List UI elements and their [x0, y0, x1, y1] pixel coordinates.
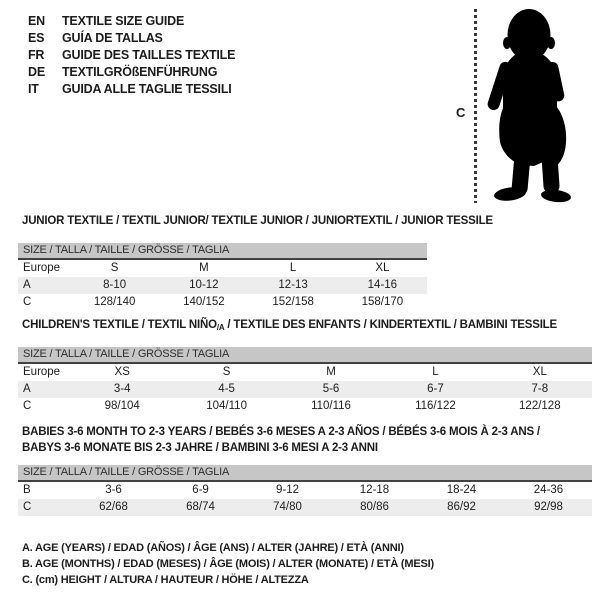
row-label: C [23, 400, 32, 412]
language-label: GUIDA ALLE TAGLIE TESSILI [62, 82, 232, 96]
age-cell: 3-4 [113, 383, 131, 395]
age-cell: 5-6 [322, 383, 340, 395]
size-cell: XS [114, 366, 130, 378]
height-cell: 104/110 [206, 400, 247, 412]
language-code: IT [28, 82, 39, 96]
height-cell: 80/86 [360, 501, 389, 513]
size-header-row: SIZE / TALLA / TAILLE / GRÖSSE / TAGLIA [18, 465, 592, 482]
table-row-height [18, 499, 592, 516]
language-title-block [28, 13, 235, 98]
height-cell: 128/140 [93, 296, 136, 308]
height-cell: 62/68 [99, 501, 128, 513]
legend-footnotes [22, 540, 434, 588]
footnote-height: C. (cm) HEIGHT / ALTURA / HAUTEUR / HÖHE / ALTEZZA [22, 574, 309, 586]
row-label: B [23, 484, 31, 496]
language-code: ES [28, 31, 45, 45]
footnote-age-years: A. AGE (YEARS) / EDAD (AÑOS) / ÂGE (ANS) / ALTER (JAHRE) / ETÀ (ANNI) [22, 542, 404, 554]
language-code: DE [28, 65, 45, 79]
language-code: FR [28, 48, 45, 62]
babies-title-line2: BABYS 3-6 MONATE BIS 2-3 JAHRE / BAMBINI 3-6 MESI A 2-3 ANNI [22, 442, 378, 454]
age-cell: 12-13 [278, 279, 308, 291]
language-row [28, 13, 235, 30]
age-cell: 6-7 [427, 383, 444, 395]
toddler-silhouette [486, 6, 592, 204]
size-cell: XL [375, 262, 390, 274]
size-cell: L [289, 262, 297, 274]
height-cell: 152/158 [272, 296, 314, 308]
size-header-row: SIZE / TALLA / TAILLE / GRÖSSE / TAGLIA [18, 347, 592, 364]
height-cell: 140/152 [183, 296, 225, 308]
footnote-age-months: B. AGE (MONTHS) / EDAD (MESES) / ÂGE (MOIS) / ALTER (MONATE) / ETÀ (MESI) [22, 558, 434, 570]
age-cell: 7-8 [531, 383, 549, 395]
height-cell: 122/128 [519, 400, 561, 412]
age-cell: 8-10 [103, 279, 127, 291]
height-cell: 74/80 [273, 501, 302, 513]
size-header-row: SIZE / TALLA / TAILLE / GRÖSSE / TAGLIA [18, 243, 427, 260]
size-cell: S [110, 262, 119, 274]
table-row-height [18, 294, 427, 311]
age-cell: 10-12 [189, 279, 219, 291]
row-label: Europe [23, 262, 61, 274]
language-label: GUÍA DE TALLAS [62, 31, 163, 45]
table-row-age [18, 277, 427, 294]
size-cell: L [432, 366, 439, 378]
age-cell: 14-16 [367, 279, 398, 291]
children-title-subscript: /A [216, 323, 225, 332]
junior-size-table [18, 243, 427, 311]
children-size-table [18, 347, 592, 415]
height-cell: 98/104 [104, 400, 140, 412]
language-label: TEXTILGRÖßENFÜHRUNG [62, 65, 218, 79]
babies-title-line1: BABIES 3-6 MONTH TO 2-3 YEARS / BEBÉS 3-6 MESES A 2-3 AÑOS / BÉBÉS 3-6 MOIS À 2-3 ANS / [22, 426, 540, 438]
children-table-title [22, 319, 557, 332]
language-row [28, 30, 235, 47]
table-row-europe [18, 364, 592, 381]
months-cell: 9-12 [275, 484, 300, 496]
language-row [28, 47, 235, 64]
table-row-europe [18, 260, 427, 277]
months-cell: 18-24 [446, 484, 477, 496]
height-cell: 86/92 [447, 501, 476, 513]
size-cell: M [326, 366, 336, 378]
children-title-part1: CHILDREN'S TEXTILE / TEXTIL NIÑO [22, 319, 217, 331]
language-code: EN [28, 14, 45, 28]
height-cell: 68/74 [186, 501, 215, 513]
height-dashed-line [474, 9, 477, 203]
junior-table-title: JUNIOR TEXTILE / TEXTIL JUNIOR/ TEXTILE JUNIOR / JUNIORTEXTIL / JUNIOR TESSILE [22, 215, 493, 227]
height-measure-label: C [456, 105, 466, 120]
babies-table-title [22, 424, 540, 456]
size-cell: S [222, 366, 231, 378]
height-cell: 110/116 [311, 400, 351, 412]
table-row-age [18, 381, 592, 398]
row-label: A [23, 383, 31, 395]
table-row-height [18, 398, 592, 415]
height-cell: 92/98 [534, 501, 563, 513]
height-cell: 116/122 [415, 400, 456, 412]
row-label: C [23, 501, 32, 513]
babies-size-table [18, 465, 592, 516]
months-cell: 6-9 [192, 484, 209, 496]
row-label: C [23, 296, 32, 308]
age-cell: 4-5 [218, 383, 235, 395]
months-cell: 24-36 [533, 484, 564, 496]
row-label: Europe [23, 366, 61, 378]
months-cell: 12-18 [359, 484, 390, 496]
row-label: A [23, 279, 31, 291]
size-cell: XL [532, 366, 547, 378]
table-row-months [18, 482, 592, 499]
language-row [28, 64, 235, 81]
months-cell: 3-6 [105, 484, 122, 496]
language-label: TEXTILE SIZE GUIDE [62, 14, 185, 28]
language-label: GUIDE DES TAILLES TEXTILE [62, 48, 236, 62]
size-cell: M [199, 262, 209, 274]
children-title-part2: / TEXTILE DES ENFANTS / KINDERTEXTIL / BAMBINI TESSILE [224, 319, 557, 331]
language-row [28, 81, 235, 98]
height-cell: 158/170 [361, 296, 404, 308]
